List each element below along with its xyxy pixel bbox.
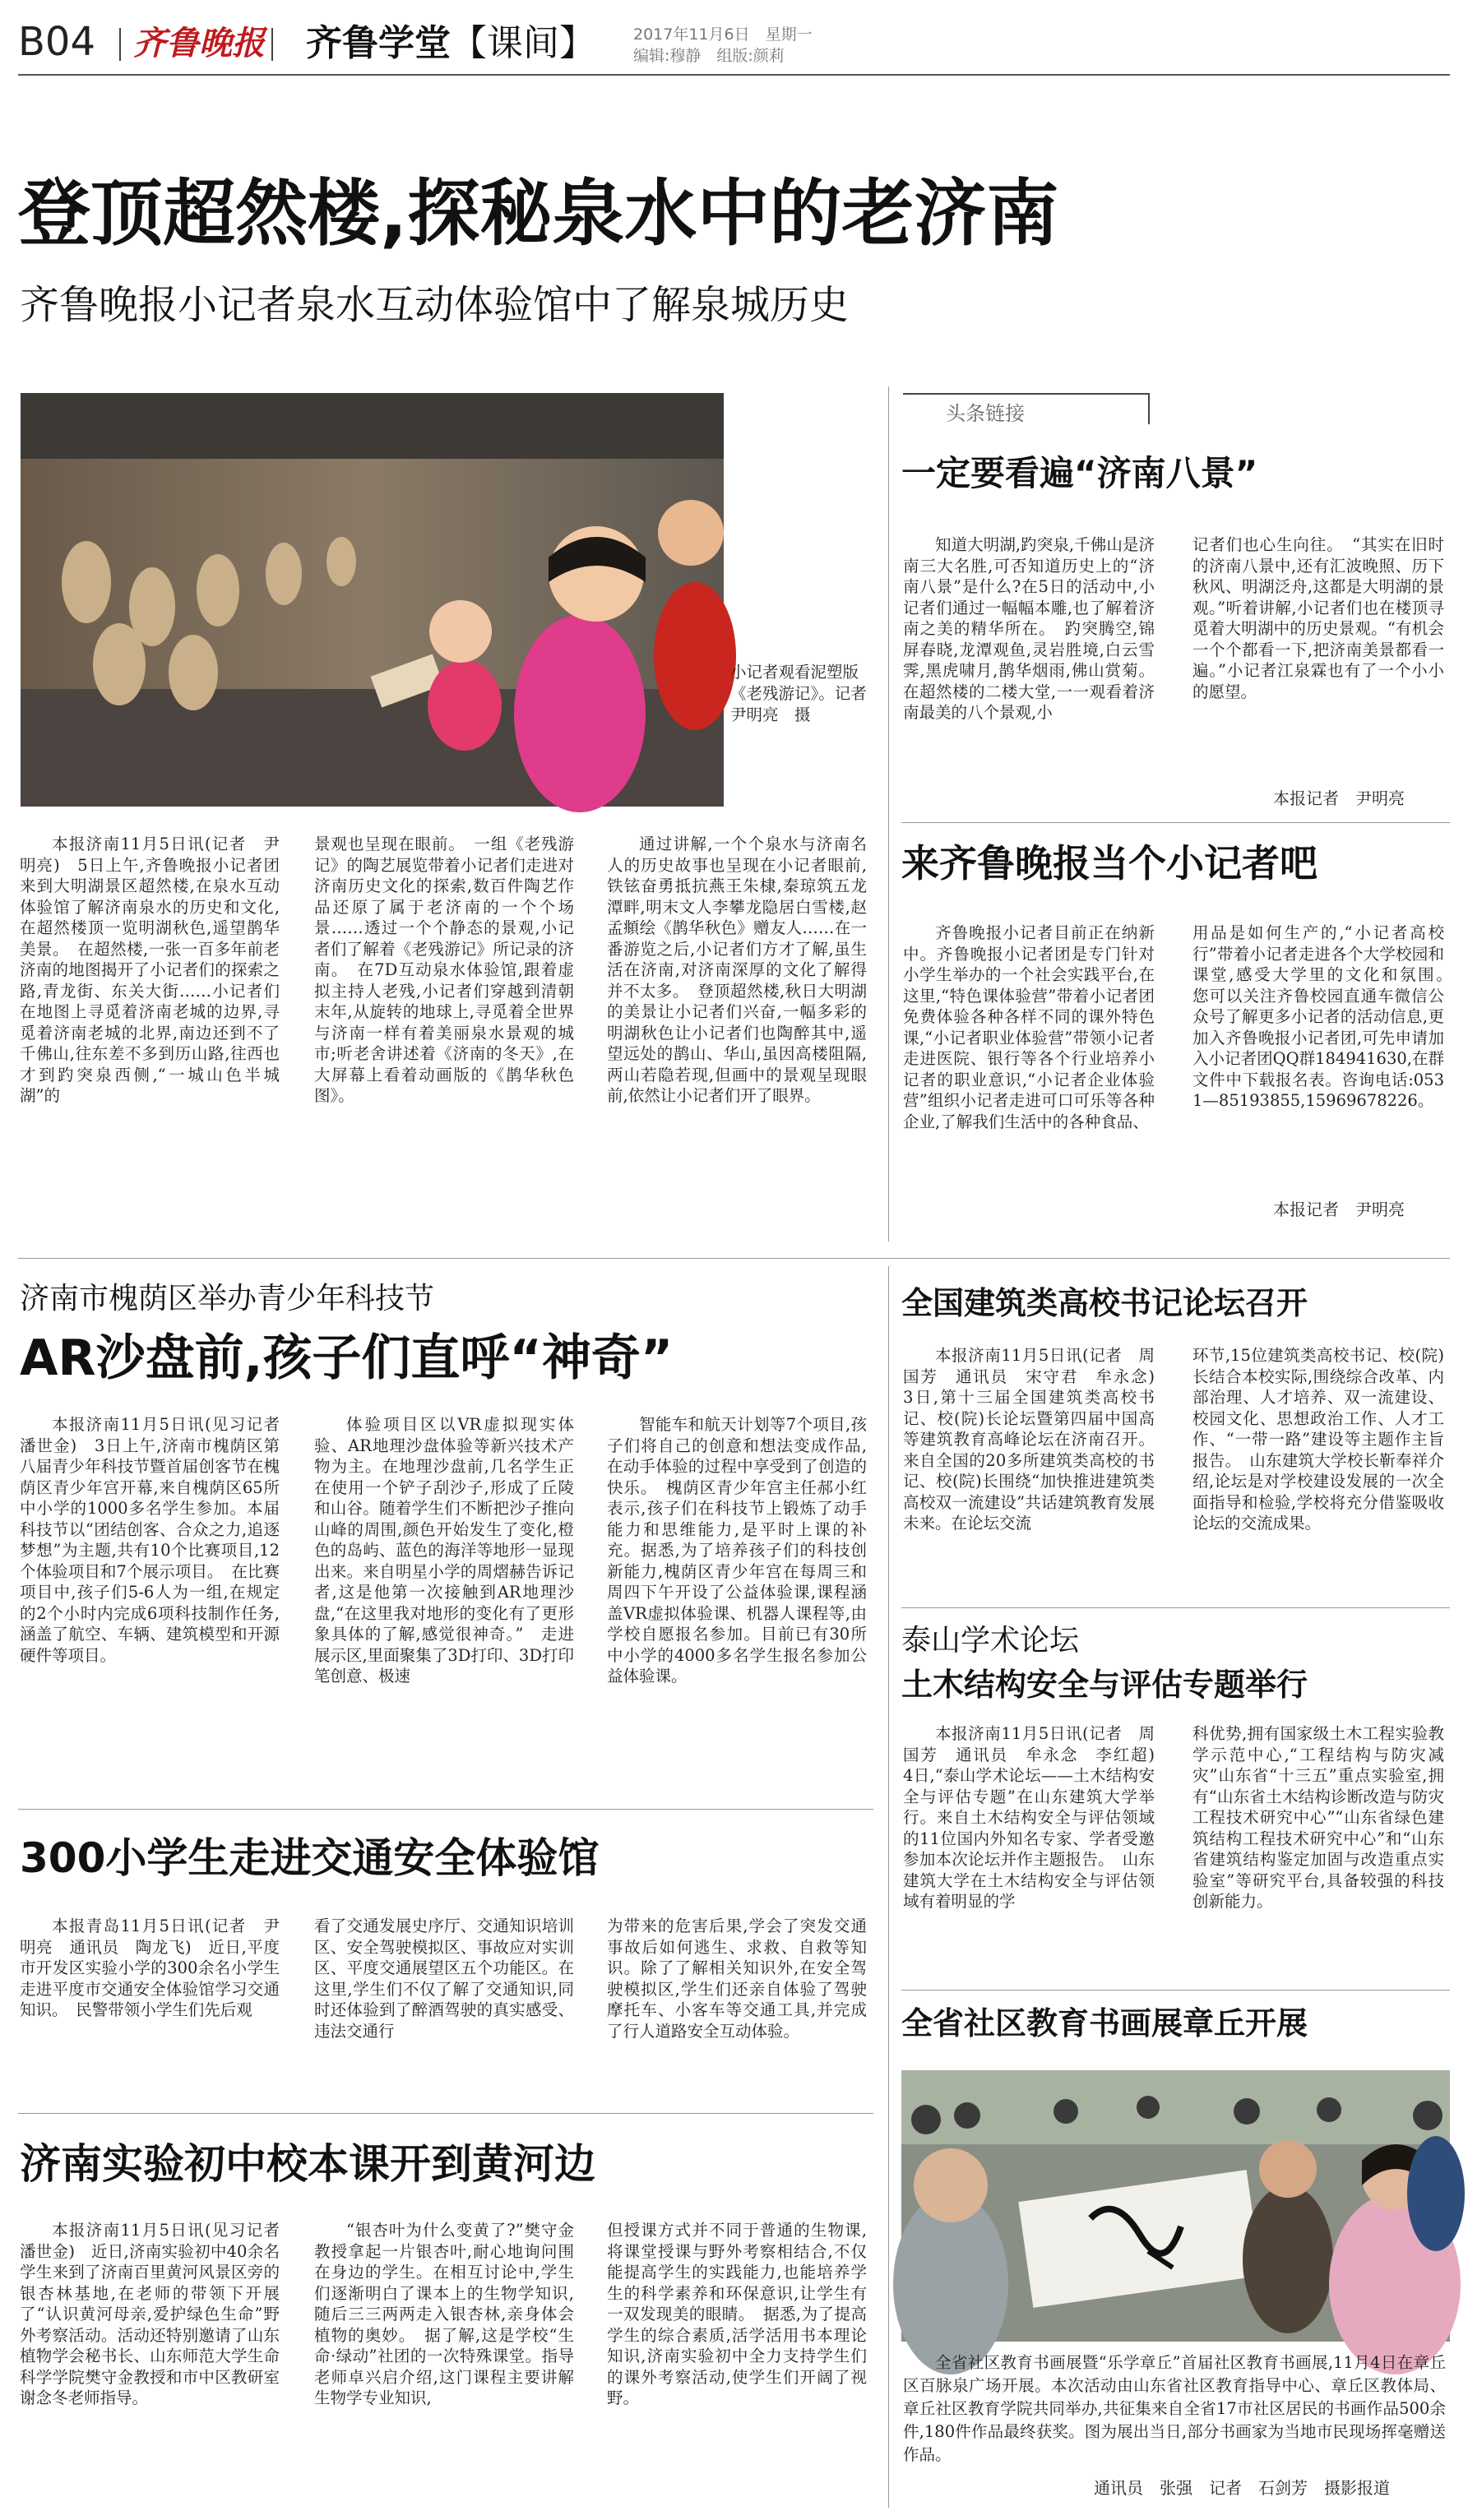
calligraphy-byline: 通讯员 张强 记者 石剑芳 摄影报道: [1094, 2478, 1390, 2498]
calligraphy-photo: [901, 2070, 1450, 2342]
reporter-headline: 来齐鲁晚报当个小记者吧: [901, 841, 1317, 885]
masthead-divider: [119, 28, 121, 61]
masthead-rule: [18, 74, 1450, 76]
yellow-river-headline: 济南实验初中校本课开到黄河边: [20, 2140, 595, 2188]
section-name: 齐鲁学堂: [306, 22, 451, 64]
section-title: [306, 20, 595, 67]
yellow-river-column-1: 本报济南11月5日讯(见习记者 潘世金) 近日,济南实验初中40余名学生来到了济南百里黄河风景区旁的银杏林基地,在老师的带领下开展了“认识黄河母亲,爱护绿色生命”野外考察活动。活动还特别邀请了山东植物学会秘书长、山东师范大学生命科学学院樊守金教授和市中区教研室谢念冬老师指导。: [20, 2221, 296, 2407]
calligraphy-headline: 全省社区教育书画展章丘开展: [901, 2005, 1308, 2041]
reporter-column-1: 齐鲁晚报小记者目前正在纳新中。齐鲁晚报小记者团是专门针对小学生举办的一个社会实践平台,在这里,“特色课体验营”带着小记者团免费体验各种各样不同的课外特色课,“小记者职业体验营”带领小记者走进医院、银行等各个行业培养小记者的职业意识,“小记者企业体验营”组织小记者走进可口可乐等各种企业,了解我们生活中的各种食品、: [903, 923, 1155, 1131]
ar-kicker: 济南市槐荫区举办青少年科技节: [20, 1282, 435, 1315]
forum-column-1: 本报济南11月5日讯(记者 周国芳 通讯员 宋守君 牟永念) 3日,第十三届全国建筑类高校书记、校(院)长论坛暨第四届中国高等建筑教育高峰论坛在济南召开。来自全国的20多所建筑类高校的书记、校(院)长围绕“加快推进建筑类高校双一流建设”共话建筑教育发展未来。在论坛交流: [903, 1346, 1171, 1533]
ar-column-2: 体验项目区以VR虚拟现实体验、AR地理沙盘体验等新兴技术产物为主。在地理沙盘前,几名学生正在使用一个铲子刮沙子,形成了丘陵和山谷。随着学生们不断把沙子推向山峰的周围,颜色开始发生了变化,橙色的岛屿、蓝色的海洋等地形一显现出来。来自明星小学的周熠赫告诉记者,这是他第一次接触到AR地理沙盘,“在这里我对地形的变化有了更形象具体的了解,感觉很神奇。” 走进展示区,里面聚集了3D打印、3D打印笔创意、极速: [314, 1415, 574, 1685]
ar-headline: AR沙盘前,孩子们直呼“神奇”: [20, 1329, 674, 1387]
taishan-headline: 土木结构安全与评估专题举行: [901, 1667, 1308, 1703]
reporter-column-2: 用品是如何生产的,“小记者高校行”带着小记者走进各个大学校园和课堂,感受大学里的文化和氛围。 您可以关注齐鲁校园直通车微信公众号了解更多小记者的活动信息,更加入齐鲁晚报小记者团,可先申请加入小记者团QQ群184941630,在群文件中下载报名表。咨询电话:0531—85193855,15969678226。: [1192, 923, 1461, 1110]
sidebar-byline: 本报记者 尹明亮: [1273, 788, 1405, 808]
lead-column-3: 通过讲解,一个个泉水与济南名人的历史故事也呈现在小记者眼前,铁铉奋勇抵抗燕王朱棣,秦琼筑五龙潭畔,明末文人李攀龙隐居白雪楼,赵孟頫绘《鹊华秋色》赠友人……在一番游览之后,小记者们方才了解,虽生活在济南,对济南深厚的文化了解得并不太多。 登顶超然楼,秋日大明湖的美景让小记者们兴奋,一幅多彩的明湖秋色让小记者们也陶醉其中,遥望远处的鹊山、华山,虽因高楼阻隔,两山若隐若现,但画中的景观呈现眼前,依然让小记者们开了眼界。: [607, 835, 867, 1105]
lead-photo-illustration: [21, 393, 724, 807]
lead-column-2: 景观也呈现在眼前。 一组《老残游记》的陶艺展览带着小记者们走进对济南历史文化的探索,数百件陶艺作品还原了属于老济南的一个个场景……透过一个个静态的景观,小记者们了解着《老残游记》所记录的济南。 在7D互动泉水体验馆,跟着虚拟主持人老残,小记者们穿越到清朝末年,从旋转的地球上,寻觅着全世界与济南一样有着美丽泉水景观的城市;听老舍讲述着《济南的冬天》,在大屏幕上看着动画版的《鹊华秋色图》。: [314, 835, 574, 1105]
taishan-column-1: 本报济南11月5日讯(记者 周国芳 通讯员 牟永念 李红超) 4日,“泰山学术论坛——土木结构安全与评估专题”在山东建筑大学举行。来自土木结构安全与评估领域的11位国内外知名专家、学者受邀参加本次论坛并作主题报告。 山东建筑大学在土木结构安全与评估领域有着明显的学: [903, 1724, 1171, 1911]
section-divider: [18, 1809, 873, 1810]
forum-headline: 全国建筑类高校书记论坛召开: [901, 1285, 1308, 1321]
section-divider: [18, 2113, 873, 2114]
paper-logo: 齐鲁晚报: [133, 24, 265, 62]
traffic-column-3: 为带来的危害后果,学会了突发交通事故后如何逃生、求救、自救等知识。除了了解相关知识外,在安全驾驶模拟区,学生们还亲自体验了驾驶摩托车、小客车等交通工具,并完成了行人道路安全互动体验。: [607, 1917, 867, 2041]
sidebar-tag-box: [903, 393, 1150, 424]
yellow-river-column-2: “银杏叶为什么变黄了?”樊守金教授拿起一片银杏叶,耐心地询问围在身边的学生。在相互讨论中,学生们逐渐明白了课本上的生物学知识,随后三三两两走入银杏林,亲身体会植物的奥妙。 据了解,这是学校“生命·绿动”社团的一次特殊课堂。指导老师卓兴启介绍,这门课程主要讲解生物学专业知识,: [314, 2221, 574, 2407]
yellow-river-column-3: 但授课方式并不同于普通的生物课,将课堂授课与野外考察相结合,不仅能提高学生的实践能力,也能培养学生的科学素养和环保意识,让学生有一双发现美的眼睛。 据悉,为了提高学生的综合素质,活学活用书本理论知识,济南实验初中全力支持学生们的课外考察活动,使学生们开阔了视野。: [607, 2221, 867, 2407]
lead-column-1: 本报济南11月5日讯(记者 尹明亮) 5日上午,齐鲁晚报小记者团来到大明湖景区超然楼,在泉水互动体验馆了解济南泉水的历史和文化,在超然楼顶一览明湖秋色,遥望鹊华美景。 在超然楼,一张一百多年前老济南的地图揭开了小记者们的探索之路,青龙街、东关大街……小记者们在地图上寻觅着济南老城的边界,寻觅着济南老城的北界,南边还到不了千佛山,往东差不多到历山路,往西也才到趵突泉西侧,“一城山色半城湖”的: [20, 835, 280, 1105]
lead-subheadline: 齐鲁晚报小记者泉水互动体验馆中了解泉城历史: [20, 282, 850, 328]
section-divider: [18, 1258, 1450, 1259]
forum-column-2: 环节,15位建筑类高校书记、校(院)长结合本校实际,围绕综合改革、内部治理、人才培养、双一流建设、校园文化、思想政治工作、人才工作、“一带一路”建设等主题作主旨报告。 山东建筑大学校长靳奉祥介绍,论坛是对学校建设发展的一次全面指导和检验,学校将充分借鉴吸收论坛的交流成果。: [1192, 1346, 1444, 1533]
date-line: 2017年11月6日 星期一: [633, 25, 813, 44]
taishan-column-2: 科优势,拥有国家级土木工程实验教学示范中心,“工程结构与防灾减灾”山东省“十三五”重点实验室,拥有“山东省土木结构诊断改造与防灾工程技术研究中心”“山东省绿色建筑结构工程技术研究中心”和“山东省建筑结构鉴定加固与改造重点实验室”等研究平台,具备较强的科技创新能力。: [1192, 1724, 1444, 1911]
calligraphy-photo-illustration: [901, 2070, 1450, 2342]
masthead-divider: [271, 28, 273, 61]
editor-line: 编辑:穆静 组版:颜莉: [633, 47, 785, 65]
column-divider: [888, 1266, 889, 2508]
sidebar-headline: 一定要看遍“济南八景”: [901, 453, 1258, 493]
section-divider: [901, 1990, 1450, 1991]
lead-photo-caption: 小记者观看泥塑版《老残游记》。记者 尹明亮 摄: [730, 663, 883, 724]
section-divider: [901, 822, 1450, 823]
calligraphy-caption: 全省社区教育书画展暨“乐学章丘”首届社区教育书画展,11月4日在章丘区百脉泉广场开展。本次活动由山东省社区教育指导中心、章丘区教体局、章丘社区教育学院共同举办,共征集来自全省17市社区居民的书画作品500余件,180件作品最终获奖。图为展出当日,部分书画家为当地市民现场挥毫赠送作品。: [903, 2353, 1446, 2464]
section-divider: [901, 1607, 1450, 1608]
sidebar-column-2: 记者们也心生向往。 “其实在旧时的济南八景中,还有汇波晚照、历下秋风、明湖泛舟,这都是大明湖的景观。”听着讲解,小记者们也在楼顶寻觅着大明湖中的历史景观。“有机会一个个都看一下,把济南美景都看一遍。”小记者江泉霖也有了一个小小的愿望。: [1192, 535, 1444, 701]
ar-column-1: 本报济南11月5日讯(见习记者 潘世金) 3日上午,济南市槐荫区第八届青少年科技节暨首届创客节在槐荫区青少年宫开幕,来自槐荫区65所中小学的1000多名学生参加。本届科技节以“团结创客、合众之力,追逐梦想”为主题,共有10个比赛项目,12个体验项目和7个展示项目。 在比赛项目中,孩子们5-6人为一组,在规定的2个小时内完成6项科技制作任务,涵盖了航空、车辆、建筑模型和开源硬件等项目。: [20, 1415, 296, 1665]
ar-column-3: 智能车和航天计划等7个项目,孩子们将自己的创意和想法变成作品,在动手体验的过程中享受到了创造的快乐。 槐荫区青少年宫主任郝小红表示,孩子们在科技节上锻炼了动手能力和思维能力,是平时上课的补充。据悉,为了培养孩子们的科技创新能力,槐荫区青少年宫在每周三和周四下午开设了公益体验课,课程涵盖VR虚拟体验课、机器人课程等,由学校自愿报名参加。目前已有30所中小学的4000多名学生报名参加公益体验课。: [607, 1415, 867, 1685]
lead-headline: 登顶超然楼,探秘泉水中的老济南: [18, 171, 1059, 256]
section-tag: 【课间】: [451, 22, 595, 64]
column-divider: [888, 386, 889, 1242]
sidebar-column-1: 知道大明湖,趵突泉,千佛山是济南三大名胜,可否知道历史上的“济南八景”是什么?在5日的活动中,小记者们通过一幅幅本雕,也了解着济南之美的精华所在。 趵突腾空,锦屏春晓,龙潭观鱼,灵岩胜境,白云雪霁,黑虎啸月,鹊华烟雨,佛山赏菊。在超然楼的二楼大堂,一一观看着济南最美的八个景观,小: [903, 535, 1155, 722]
traffic-column-1: 本报青岛11月5日讯(记者 尹明亮 通讯员 陶龙飞) 近日,平度市开发区实验小学的300余名小学生走进平度市交通安全体验馆学习交通知识。 民警带领小学生们先后观: [20, 1917, 280, 2019]
taishan-kicker: 泰山学术论坛: [901, 1624, 1080, 1658]
reporter-byline: 本报记者 尹明亮: [1273, 1200, 1405, 1219]
page-number: B04: [18, 19, 96, 65]
traffic-headline: 300小学生走进交通安全体验馆: [20, 1834, 600, 1882]
sidebar-tag: 头条链接: [946, 402, 1025, 425]
lead-photo: [21, 393, 724, 807]
traffic-column-2: 看了交通发展史序厅、交通知识培训区、安全驾驶模拟区、事故应对实训区、平度交通展望区五个功能区。在这里,学生们不仅了解了交通知识,同时还体验到了醉酒驾驶的真实感受、违法交通行: [314, 1917, 574, 2041]
